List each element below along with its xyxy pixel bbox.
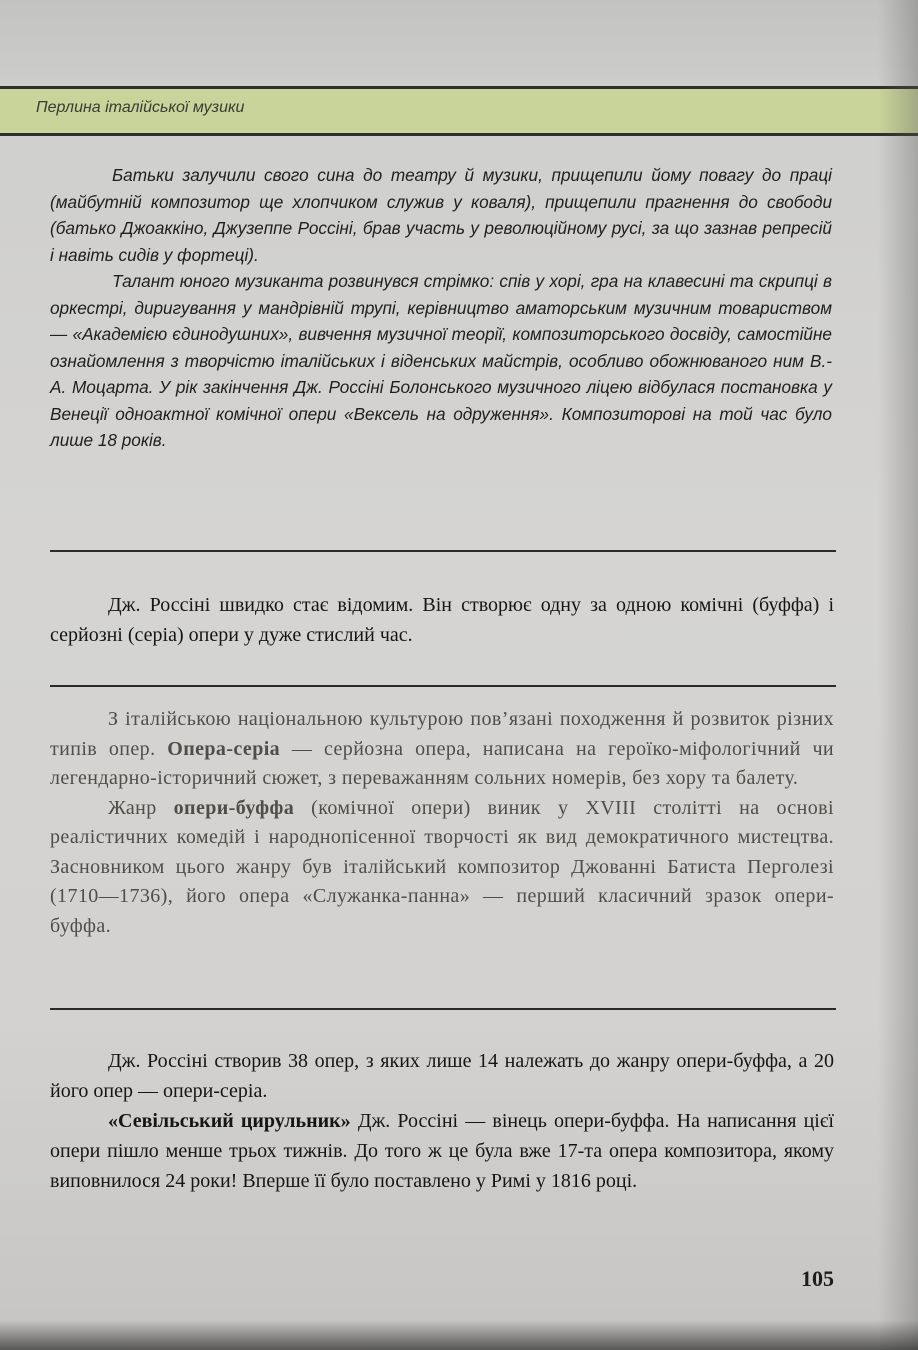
divider-line — [50, 685, 836, 687]
page-bottom-shadow — [0, 1320, 918, 1350]
text-span: Жанр — [108, 796, 174, 819]
barber-paragraph — [50, 1106, 834, 1196]
opera-seria-paragraph — [50, 705, 834, 794]
chapter-title: Перлина італійської музики — [36, 99, 245, 116]
opera-types-block — [50, 705, 834, 941]
operas-count-paragraph: Дж. Россіні створив 38 опер, з яких лише 14 належать до жанру опери-буффа, а 20 його опер — опери-серіа. — [50, 1050, 834, 1102]
main-paragraph: Дж. Россіні швидко стає відомим. Він створює одну за одною комічні (буффа) і серйозні (серіа) опери у дуже стислий час. — [50, 594, 834, 646]
divider-line — [50, 1008, 836, 1010]
opera-buffa-paragraph — [50, 794, 834, 942]
page-number: 105 — [801, 1266, 834, 1291]
text-span: Дж. Россіні — вінець опери-буффа. На написання цієї опери пішло менше трьох тижнів. До того ж це була вже 17-та опера композитора, якому виповнилося 24 роки! Вперше її було поставлено у Римі у 1816 році. — [50, 1110, 834, 1192]
text-span: З італійською національною культурою пов’язані походження й розвиток різних типів опер. — [50, 708, 834, 760]
text-span: (комічної опери) виник у XVIII столітті на основі реалістичних комедій і народнопісенної творчості як вид демократичного мистецтва. Засновником цього жанру був італійський композитор Джованні Батиста Перголезі (1710—1736), його опера «Служанка-панна» — перший класичний зразок опери-буффа. — [50, 796, 834, 937]
italic-paragraph-2: Талант юного музиканта розвинувся стрімко: спів у хорі, гра на клавесині та скрипці в оркестрі, диригування у мандрівній трупі, керівництво аматорським музичним товариством — «Академією єдинодушних», вивчення музичної теорії, композиторського досвіду, самостійне ознайомлення з творчістю італійських і віденських майстрів, особливо обожнюваного ним В.-А. Моцарта. У рік закінчення Дж. Россіні Болонського музичного ліцею відбулася постановка у Венеції одноактної комічної опери «Вексель на одруження». Композиторові на той час було лише 18 років. — [50, 271, 832, 450]
term-opera-seria: Опера-серіа — [167, 737, 281, 760]
term-barber-of-seville: «Севільський цирульник» — [108, 1110, 351, 1132]
running-header — [0, 86, 918, 136]
text-span: — серйозна опера, написана на героїко-міфологічний чи легендарно-історичний сюжет, з переважанням сольних номерів, без хору та балету. — [50, 737, 835, 789]
italic-text-block — [50, 162, 832, 454]
page-edge-shadow — [878, 0, 918, 1350]
final-text-block — [50, 1046, 834, 1196]
divider-line — [50, 550, 836, 552]
main-text-block — [50, 590, 834, 650]
term-opera-buffa: опери-буффа — [173, 796, 295, 819]
italic-paragraph-1: Батьки залучили свого сина до театру й музики, прищепили йому повагу до праці (майбутній композитор ще хлопчиком служив у коваля), прищепили прагнення до свободи (батько Джоаккіно, Джузеппе Россіні, брав участь у революційному русі, за що зазнав репресій і навіть сидів у фортеці). — [50, 165, 832, 265]
